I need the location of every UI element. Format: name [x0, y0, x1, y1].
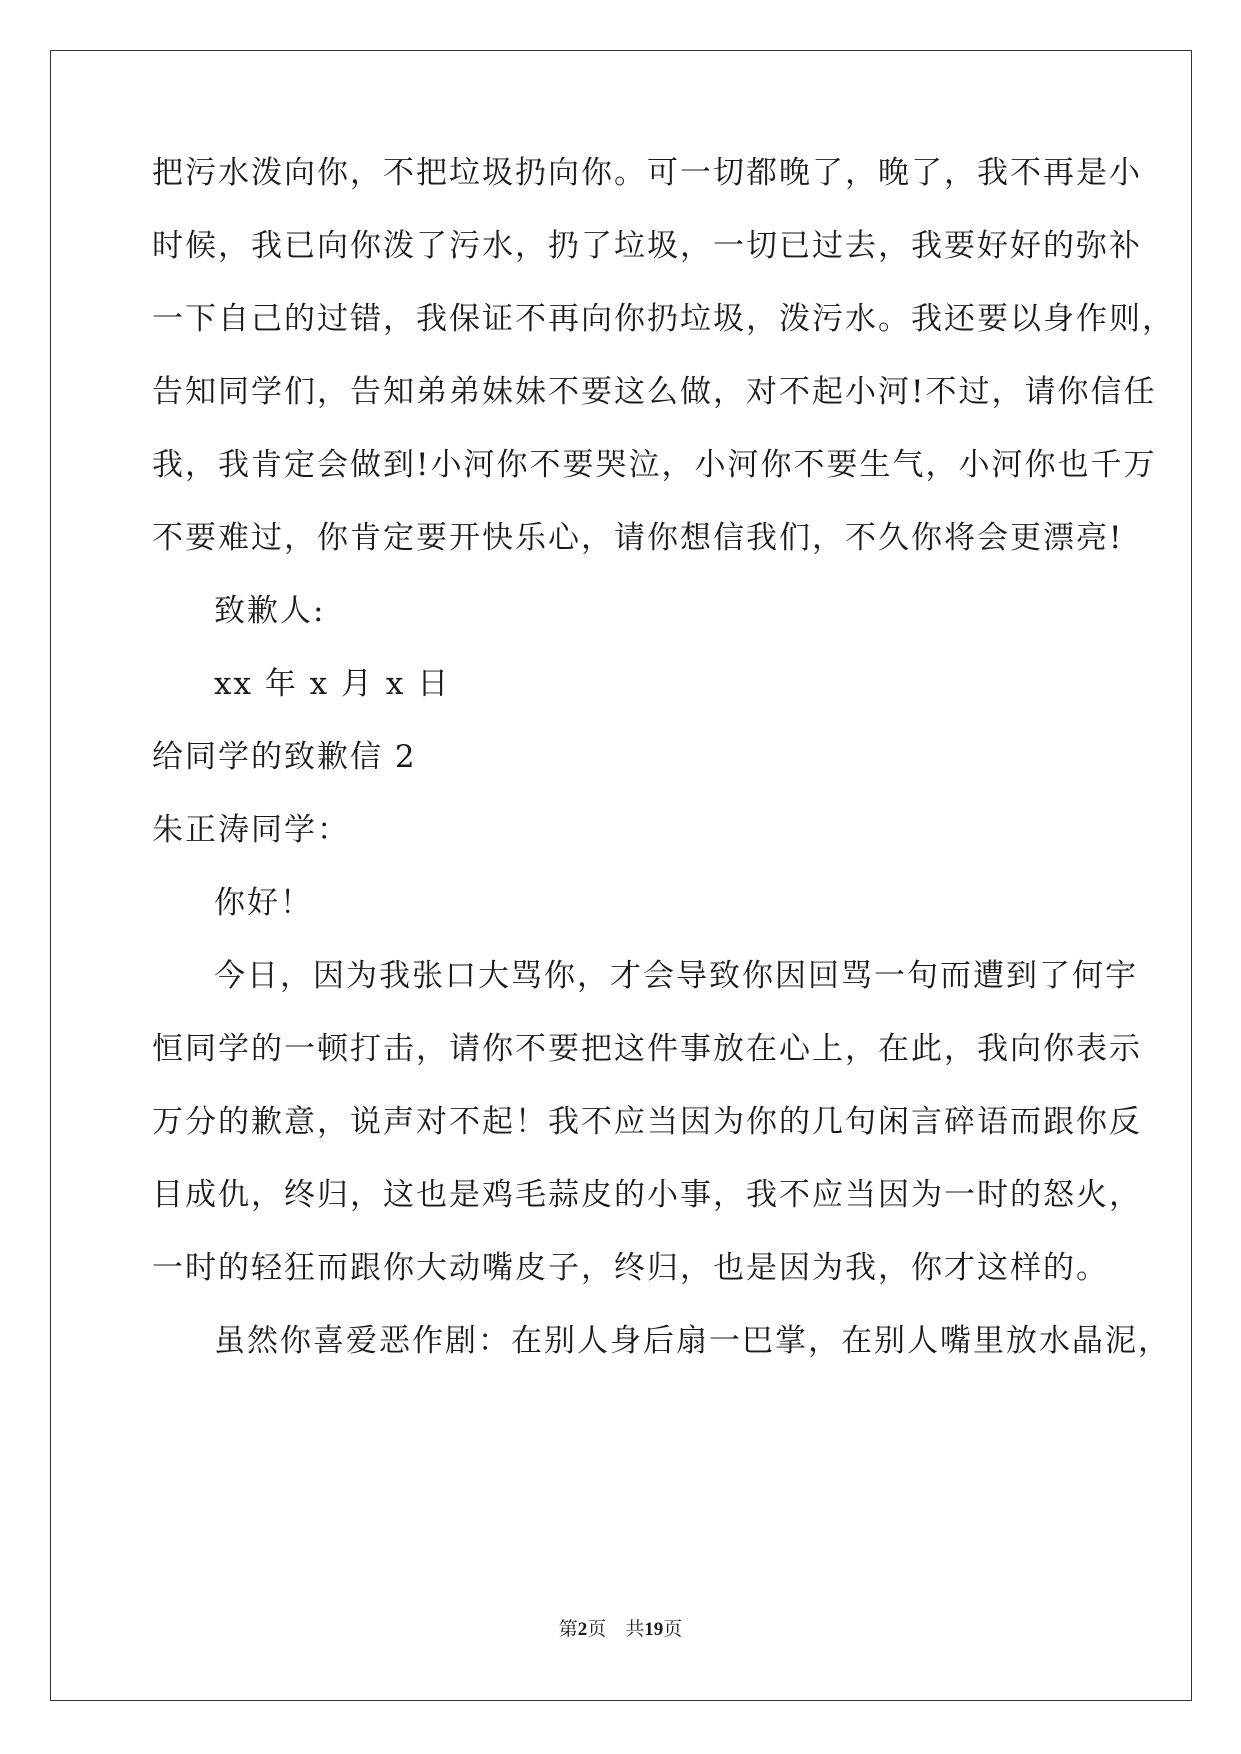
- page-footer: [0, 1614, 1241, 1641]
- body-text-line: 一时的轻狂而跟你大动嘴皮子，终归，也是因为我，你才这样的。: [152, 1250, 1109, 1286]
- signature-date: xx 年 x 月 x 日: [214, 666, 451, 702]
- body-text-line: 恒同学的一顿打击，请你不要把这件事放在心上，在此，我向你表示: [152, 1031, 1142, 1067]
- total-prefix: 共: [625, 1619, 645, 1640]
- body-text-line: 把污水泼向你，不把垃圾扔向你。可一切都晚了，晚了，我不再是小: [152, 155, 1142, 191]
- body-text-line: 时候，我已向你泼了污水，扔了垃圾，一切已过去，我要好好的弥补: [152, 228, 1142, 264]
- total-suffix: 页: [663, 1619, 683, 1640]
- total-pages: 19: [644, 1619, 664, 1640]
- section-title: 给同学的致歉信 2: [152, 739, 417, 775]
- page-prefix: 第: [558, 1619, 578, 1640]
- page-number: 2: [577, 1619, 588, 1640]
- greeting: 你好！: [214, 885, 313, 921]
- signature-label: 致歉人:: [214, 593, 326, 629]
- salutation: 朱正涛同学：: [152, 812, 350, 848]
- body-text-line: 不要难过，你肯定要开快乐心，请你想信我们，不久你将会更漂亮!: [152, 520, 1124, 556]
- body-text-line: 告知同学们，告知弟弟妹妹不要这么做，对不起小河!不过，请你信任: [152, 374, 1157, 410]
- body-text-line: 虽然你喜爱恶作剧：在别人身后扇一巴掌，在别人嘴里放水晶泥，: [214, 1323, 1171, 1359]
- page-suffix: 页: [587, 1619, 607, 1640]
- body-text-line: 我，我肯定会做到!小河你不要哭泣，小河你不要生气，小河你也千万: [152, 447, 1157, 483]
- body-text-line: 万分的歉意，说声对不起！我不应当因为你的几句闲言碎语而跟你反: [152, 1104, 1142, 1140]
- body-text-line: 目成仇，终归，这也是鸡毛蒜皮的小事，我不应当因为一时的怒火，: [152, 1177, 1142, 1213]
- page-border: [50, 50, 1192, 1701]
- body-text-line: 今日，因为我张口大骂你，才会导致你因回骂一句而遭到了何宇: [214, 958, 1138, 994]
- body-text-line: 一下自己的过错，我保证不再向你扔垃圾，泼污水。我还要以身作则，: [152, 301, 1175, 337]
